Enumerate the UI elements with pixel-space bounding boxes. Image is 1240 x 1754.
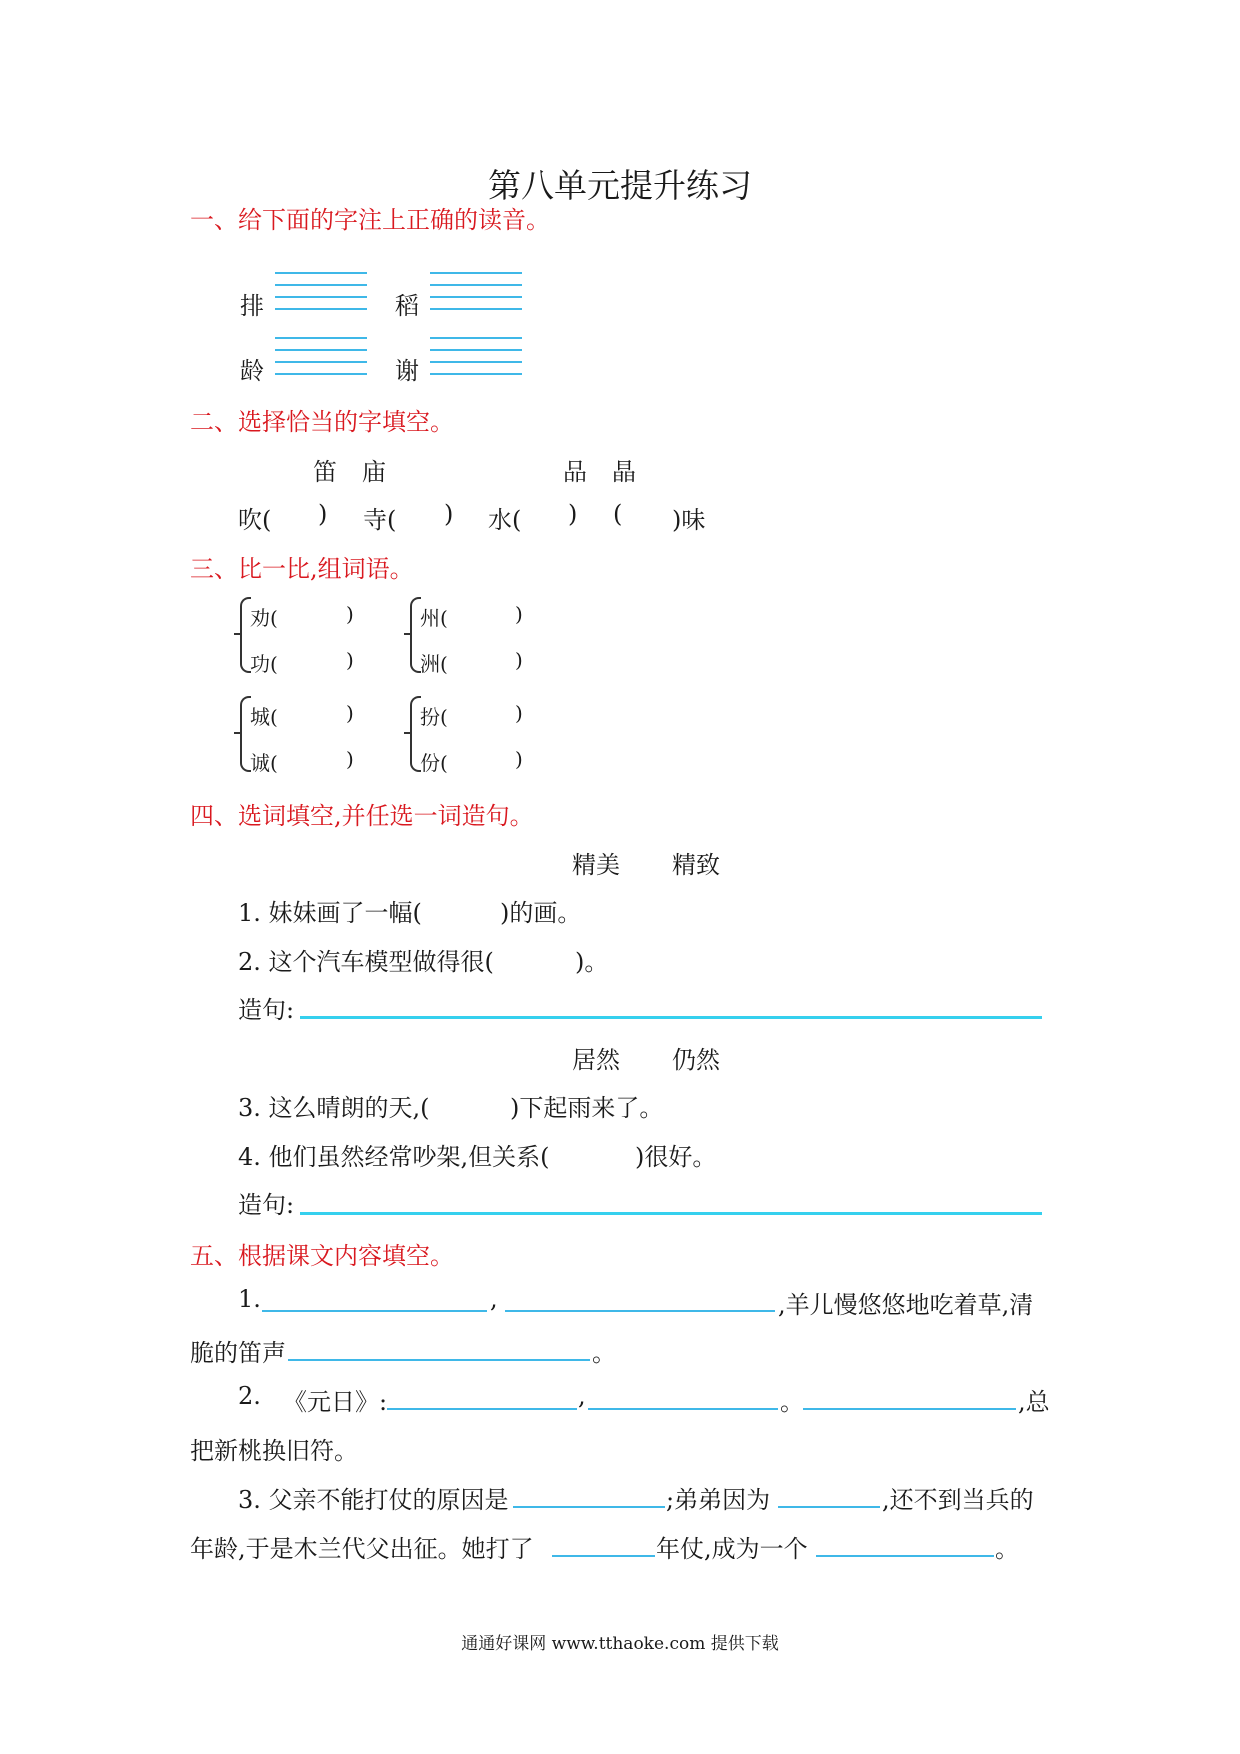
text-piece: ,还不到当兵的 (882, 1486, 1034, 1514)
compare-word: 扮( (420, 705, 448, 729)
text-piece: 3. 父亲不能打仗的原因是 (238, 1486, 509, 1514)
pinyin-writing-lines[interactable] (430, 337, 522, 377)
section-3-heading: 三、比一比,组词语。 (190, 555, 414, 583)
option-char: 品 (563, 458, 587, 486)
compare-close: ) (346, 648, 354, 672)
text-piece: 把新桃换旧符。 (190, 1437, 358, 1465)
question-4-end: )很好。 (635, 1143, 717, 1171)
compare-close: ) (515, 701, 523, 725)
text-piece: 。 (780, 1388, 804, 1416)
compare-word: 份( (420, 751, 448, 775)
text-piece: ,羊儿慢悠悠地吃着草,清 (778, 1291, 1034, 1319)
question-3: 3. 这么晴朗的天,( (238, 1094, 430, 1122)
word-option: 精致 (672, 851, 720, 879)
compare-word: 劝( (250, 606, 278, 630)
answer-blank[interactable] (505, 1310, 775, 1312)
answer-blank[interactable] (803, 1408, 1016, 1410)
answer-blank[interactable] (588, 1408, 778, 1410)
compare-close: ) (346, 602, 354, 626)
compare-word: 诚( (250, 751, 278, 775)
section-1-heading: 一、给下面的字注上正确的读音。 (190, 206, 550, 234)
fill-item: ( (613, 500, 623, 528)
text-piece: , (490, 1285, 498, 1313)
word-option: 精美 (572, 851, 620, 879)
pinyin-char: 稻 (395, 292, 419, 320)
poem-title: 《元日》: (283, 1388, 388, 1416)
pinyin-char: 龄 (240, 357, 264, 385)
answer-blank[interactable] (387, 1408, 577, 1410)
answer-blank[interactable] (262, 1310, 487, 1312)
compare-word: 功( (250, 652, 278, 676)
compare-word: 州( (420, 606, 448, 630)
fill-item: ) (444, 500, 454, 528)
answer-blank[interactable] (513, 1506, 665, 1508)
compare-close: ) (515, 648, 523, 672)
make-sentence-label: 造句: (238, 996, 295, 1024)
answer-blank[interactable] (288, 1359, 590, 1361)
answer-blank[interactable] (552, 1555, 655, 1557)
footer-credit: 通通好课网 www.tthaoke.com 提供下载 (461, 1634, 779, 1654)
section-5-heading: 五、根据课文内容填空。 (190, 1242, 454, 1270)
pinyin-char: 谢 (395, 357, 419, 385)
text-piece: 年仗,成为一个 (656, 1535, 808, 1563)
compare-word: 洲( (420, 652, 448, 676)
compare-close: ) (515, 747, 523, 771)
fill-item: 吹( (238, 506, 272, 534)
page-title: 第八单元提升练习 (488, 166, 752, 205)
question-3-end: )下起雨来了。 (510, 1094, 664, 1122)
answer-blank[interactable] (816, 1555, 994, 1557)
compare-close: ) (346, 701, 354, 725)
fill-item: 寺( (363, 506, 397, 534)
question-1: 1. 妹妹画了一幅( (238, 899, 422, 927)
compare-close: ) (515, 602, 523, 626)
question-4: 4. 他们虽然经常吵架,但关系( (238, 1143, 550, 1171)
fill-number: 1. (238, 1285, 261, 1313)
fill-item: 水( (488, 506, 522, 534)
compare-close: ) (346, 747, 354, 771)
text-piece: 脆的笛声 (190, 1339, 286, 1367)
pinyin-char: 排 (240, 292, 264, 320)
make-sentence-line[interactable] (300, 1212, 1042, 1215)
fill-item: ) (568, 500, 578, 528)
option-char: 笛 (313, 458, 337, 486)
make-sentence-label: 造句: (238, 1191, 295, 1219)
pinyin-writing-lines[interactable] (275, 272, 367, 312)
text-piece: 。 (995, 1535, 1019, 1563)
question-2-end: )。 (575, 948, 609, 976)
fill-number: 2. (238, 1382, 261, 1410)
text-piece: ;弟弟因为 (666, 1486, 771, 1514)
fill-item: ) (318, 500, 328, 528)
fill-item: )味 (672, 506, 706, 534)
pinyin-writing-lines[interactable] (430, 272, 522, 312)
answer-blank[interactable] (778, 1506, 880, 1508)
text-piece: ,总 (1018, 1388, 1050, 1416)
text-piece: 年龄,于是木兰代父出征。她打了 (190, 1535, 534, 1563)
section-4-heading: 四、选词填空,并任选一词造句。 (190, 802, 534, 830)
pinyin-writing-lines[interactable] (275, 337, 367, 377)
text-piece: , (578, 1382, 586, 1410)
question-2: 2. 这个汽车模型做得很( (238, 948, 494, 976)
text-piece: 。 (592, 1339, 616, 1367)
compare-word: 城( (250, 705, 278, 729)
question-1-end: )的画。 (500, 899, 582, 927)
make-sentence-line[interactable] (300, 1016, 1042, 1019)
word-option: 居然 (572, 1046, 620, 1074)
section-2-heading: 二、选择恰当的字填空。 (190, 408, 454, 436)
option-char: 晶 (612, 458, 636, 486)
word-option: 仍然 (672, 1046, 720, 1074)
option-char: 庙 (362, 458, 386, 486)
